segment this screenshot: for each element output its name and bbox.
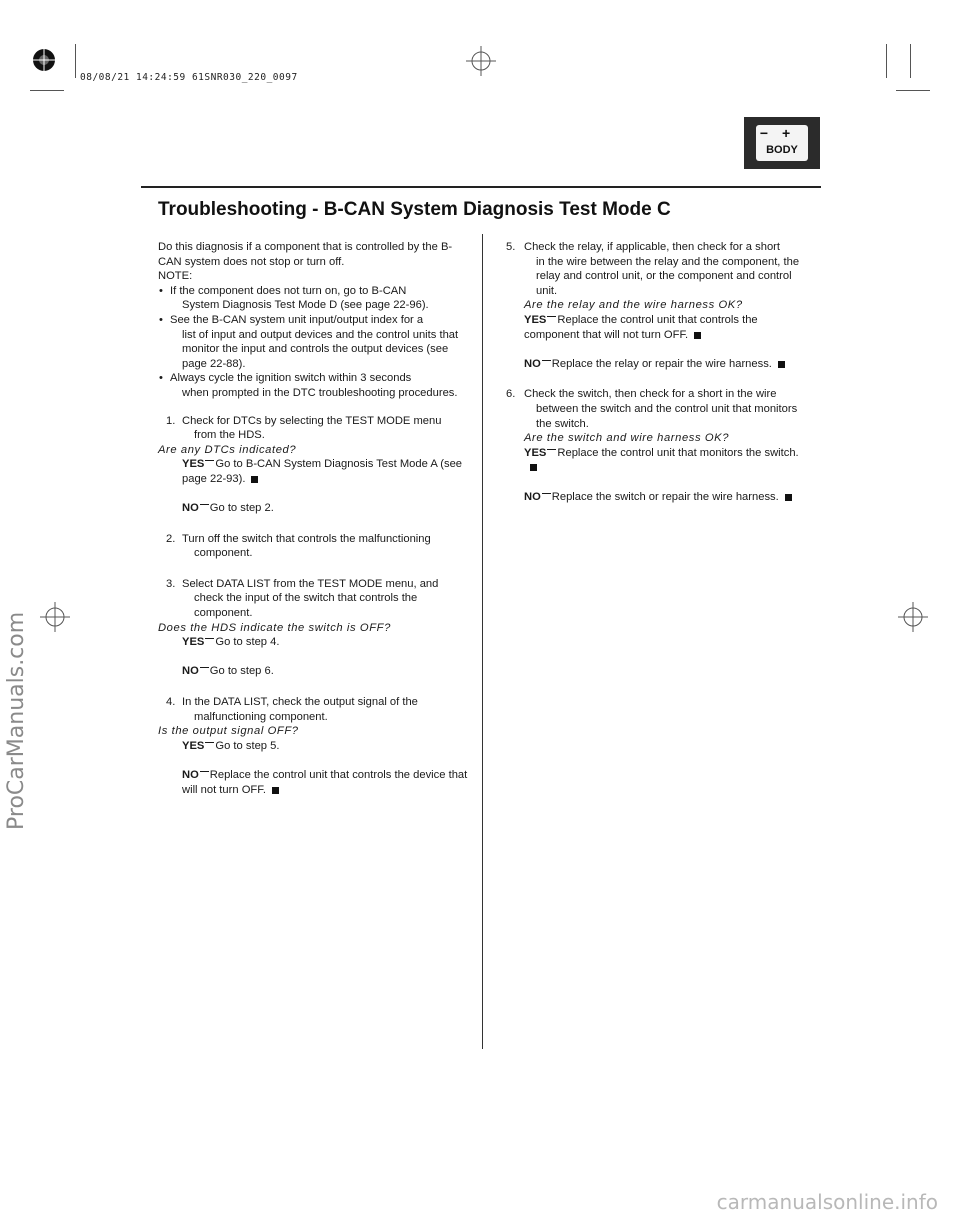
note-label: NOTE:	[158, 270, 193, 283]
page-title: Troubleshooting - B-CAN System Diagnosis Test Mode C	[158, 199, 671, 220]
crop-mark	[896, 90, 930, 91]
step-text: Select DATA LIST from the TEST MODE menu, and	[182, 577, 439, 590]
end-square-icon	[530, 464, 537, 471]
answer-text: Go to B-CAN System Diagnosis Test Mode A (see page 22-93).	[182, 458, 463, 485]
crop-mark	[30, 90, 64, 91]
bullet-icon: •	[159, 372, 163, 385]
bullet-icon: •	[159, 313, 163, 326]
note-text: See the B-CAN system unit input/output index for a	[170, 313, 424, 326]
end-square-icon	[785, 494, 792, 501]
yes-label: YES	[524, 313, 547, 326]
dash-icon	[547, 316, 556, 317]
step-3-no	[182, 664, 470, 679]
note-text: Always cycle the ignition switch within 3 seconds	[170, 372, 412, 385]
answer-text: Go to step 4.	[215, 636, 280, 649]
note-text: System Diagnosis Test Mode D (see page 22-96).	[182, 299, 429, 312]
answer-text: Replace the control unit that controls the component that will not turn OFF.	[524, 313, 758, 341]
dash-icon	[542, 360, 551, 361]
step-4	[158, 695, 470, 724]
step-number: 2.	[166, 532, 176, 545]
dash-icon	[200, 667, 209, 668]
step-4-question: Is the output signal OFF?	[158, 725, 299, 738]
dash-icon	[547, 449, 556, 450]
step-1-question: Are any DTCs indicated?	[158, 443, 297, 456]
answer-text: Go to step 2.	[209, 502, 274, 515]
step-6	[506, 387, 806, 431]
dash-icon	[200, 771, 209, 772]
no-label: NO	[524, 490, 541, 503]
step-5	[506, 240, 806, 298]
no-label: NO	[182, 665, 199, 678]
note-text: list of input and output devices and the control units that monitor the input and controls the output devices (see page 22-88).	[182, 328, 459, 370]
step-text: In the DATA LIST, check the output signal of the	[182, 696, 418, 709]
left-column	[158, 240, 470, 797]
step-5-yes	[524, 313, 806, 342]
dash-icon	[205, 742, 214, 743]
step-6-no	[524, 490, 806, 505]
step-4-no	[182, 768, 470, 797]
step-text: component.	[194, 547, 253, 560]
answer-text: Replace the control unit that controls the device that will not turn OFF.	[182, 769, 468, 796]
step-1-yes	[182, 457, 470, 486]
note-item	[158, 313, 470, 371]
no-label: NO	[524, 357, 541, 370]
step-3-yes	[182, 635, 470, 650]
step-6-yes	[524, 446, 806, 475]
registration-mark-top-left	[30, 46, 58, 74]
end-square-icon	[694, 332, 701, 339]
step-5-question: Are the relay and the wire harness OK?	[524, 299, 743, 312]
answer-text: Go to step 6.	[209, 665, 274, 678]
note-item	[158, 284, 470, 313]
crosshair-mark-top	[466, 46, 496, 76]
step-text: Check for DTCs by selecting the TEST MODE menu	[182, 414, 442, 427]
step-number: 6.	[506, 388, 516, 401]
end-square-icon	[251, 476, 258, 483]
crosshair-mark-left	[40, 602, 70, 632]
answer-text: Replace the control unit that monitors the switch.	[557, 446, 799, 459]
bottom-watermark: carmanualsonline.info	[716, 1190, 938, 1214]
note-text: If the component does not turn on, go to B-CAN	[170, 284, 407, 297]
step-text: Turn off the switch that controls the malfunctioning	[182, 532, 431, 545]
crop-mark	[886, 44, 887, 78]
side-watermark: ProCarManuals.com	[4, 611, 29, 830]
note-text: when prompted in the DTC troubleshooting procedures.	[182, 386, 458, 399]
answer-text: Replace the relay or repair the wire harness.	[551, 357, 772, 370]
bullet-icon: •	[159, 284, 163, 297]
step-text: in the wire between the relay and the component, the relay and control unit, or the component and control unit.	[536, 255, 800, 297]
step-5-no	[524, 357, 806, 372]
battery-terminals: −+	[759, 125, 805, 141]
step-number: 3.	[166, 577, 176, 590]
step-number: 4.	[166, 696, 176, 709]
step-2	[158, 532, 470, 561]
answer-text: Go to step 5.	[215, 739, 280, 752]
crop-mark	[75, 44, 76, 78]
step-6-question: Are the switch and wire harness OK?	[524, 432, 730, 445]
dash-icon	[200, 504, 209, 505]
column-divider	[482, 234, 483, 1049]
no-label: NO	[182, 502, 199, 515]
step-1	[158, 414, 470, 443]
badge-label: BODY	[766, 144, 798, 156]
no-label: NO	[182, 769, 199, 781]
intro-paragraph: Do this diagnosis if a component that is controlled by the B-CAN system does not stop or turn off.	[158, 241, 453, 268]
step-text: check the input of the switch that controls the component.	[194, 592, 418, 620]
step-3	[158, 577, 470, 621]
print-stamp: 08/08/21 14:24:59 61SNR030_220_0097	[80, 72, 298, 83]
yes-label: YES	[182, 636, 205, 649]
header-rule	[141, 186, 821, 188]
dash-icon	[205, 460, 214, 461]
step-number: 5.	[506, 241, 516, 253]
yes-label: YES	[524, 446, 547, 459]
dash-icon	[542, 493, 551, 494]
step-1-no	[182, 501, 470, 516]
step-4-yes	[182, 739, 470, 754]
end-square-icon	[272, 787, 279, 794]
battery-icon	[756, 125, 808, 161]
right-column	[506, 240, 806, 504]
dash-icon	[205, 638, 214, 639]
body-section-badge	[744, 117, 820, 169]
step-number: 1.	[166, 414, 176, 427]
crosshair-mark-right	[898, 602, 928, 632]
step-text: between the switch and the control unit that monitors the switch.	[536, 402, 798, 430]
crop-mark	[910, 44, 911, 78]
note-item	[158, 371, 470, 400]
step-text: malfunctioning component.	[194, 710, 328, 723]
step-text: Check the switch, then check for a short in the wire	[524, 388, 777, 401]
yes-label: YES	[182, 739, 205, 752]
yes-label: YES	[182, 458, 205, 471]
end-square-icon	[778, 361, 785, 368]
step-text: from the HDS.	[194, 429, 265, 442]
step-text: Check the relay, if applicable, then check for a short	[524, 241, 780, 253]
answer-text: Replace the switch or repair the wire harness.	[551, 490, 779, 503]
step-3-question: Does the HDS indicate the switch is OFF?	[158, 621, 391, 634]
